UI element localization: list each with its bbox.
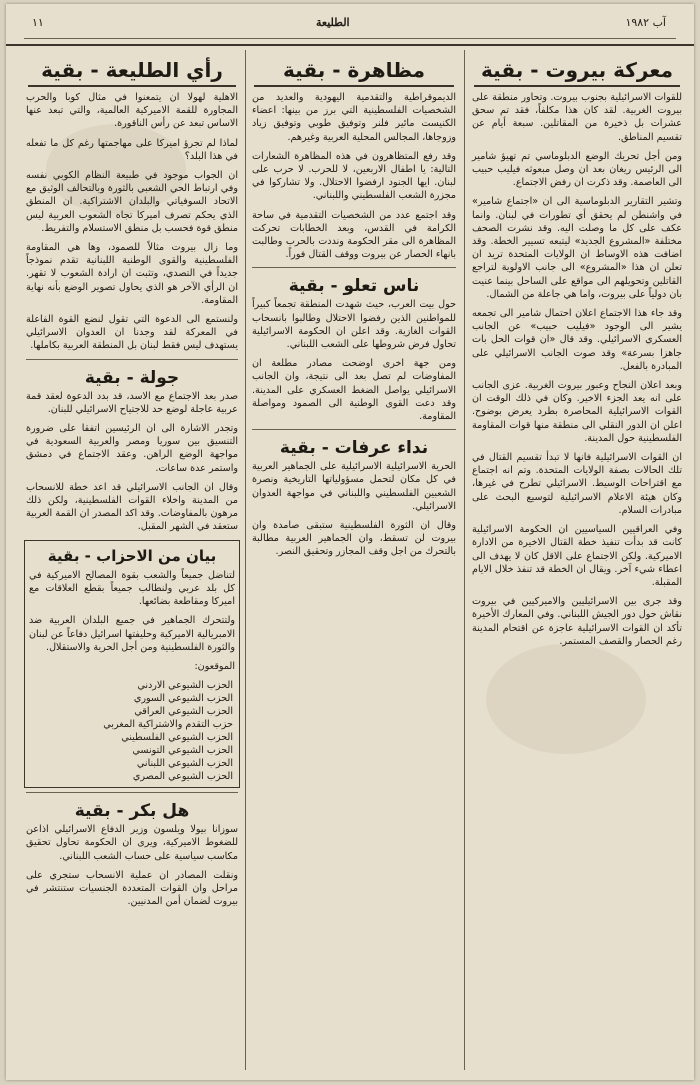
article-headline: نداء عرفات - بقية (279, 438, 429, 459)
paper-name: الطليعة (316, 16, 350, 29)
section-rule (26, 792, 238, 793)
paragraph: ومن جهة اخرى اوضحت مصادر مطلعة ان المفاوضات لم تصل بعد الى نتيجة، وان الجانب الاسرائيلي يواصل الضغط العسكري على المدينة. وقد دعت القوى الوطنية الى الصمود ومواصلة المقاومة. (252, 358, 456, 423)
paragraph: لماذا لم تجرؤ اميركا على مهاجمتها رغم كل ما تفعله في هذا البلد؟ (26, 137, 238, 162)
left-column (22, 50, 242, 1070)
signatory: الحزب الشيوعي الفلسطيني (121, 732, 233, 744)
paragraph: وبعد اعلان النجاح وعبور بيروت الغربية. عزى الجانب على انه يعد الجزء الاخير. وكان في ذلك الوقت ان القوات الاسرائيلية المحاصرة بطرد يعرض بوضوح. اعلن ان الدور النقلي الى منطقة منها قوات المقاومة الفلسطينية حول المدينة. (472, 380, 682, 444)
paragraph: وتشير التقارير الدبلوماسية الى ان «اجتماع شامير» في واشنطن لم يحقق أي تطورات في لبنان. وانما عكف على كل ما وصلت اليه. وقد نشرت الصحف مختلفة «المشروع الجديد» ليتبعه تسيير الخطة. وقد اضافت هذه الاوساط ان الولايات المتحدة تريد ان تعلن ان هذا «المشروع» الى جانب الاولوية لتراجع القاتلين وتحويلهم الى مواقع على الساحل بينما عنيت بان دولياً على بيروت، واما هي جاعلة من الشمال. (472, 196, 682, 300)
column-divider (464, 50, 465, 1070)
paragraph: ونقلت المصادر ان عملية الانسحاب ستجري على مراحل وان القوات المتعددة الجنسيات ستنتشر في بيروت لضمان أمن المدنيين. (26, 869, 238, 908)
headline-rule (28, 85, 236, 87)
signatory: الحزب الشيوعي المصري (132, 771, 233, 783)
paragraph: وما زال بيروت مثالاً للصمود، وها هي المقاومة الفلسطينية والقوى الوطنية اللبنانية تقدم نموذجاً جديداً في التصدي، وتثبت ان ارادة الشعوب لا تقهر. ان الرأي الآخر هو الذي يحاول تصوير الوضع بأنه نهاية المقاومة. (26, 242, 238, 306)
masthead-rule (24, 38, 676, 39)
signatory: الحزب الشيوعي الاردني (137, 680, 233, 692)
headline-rule (254, 85, 454, 87)
masthead (6, 4, 694, 46)
signatories-list (31, 679, 233, 783)
paragraph: لتناضل جميعاً والشعب بقوة المصالح الاميركية في كل بلد عربي ولنطالب جميعاً بقطع العلاقات مع اميركا ومقاطعة بضائعها. (29, 569, 235, 608)
paragraph: وقد جاء هذا الاجتماع اعلان احتمال شامير الى تجمعه يشير الى الوجود «فيليب حبيب» عن الجانب العسكري الاسرائيلي. وقد قال «ان قوات الحل بات جاهزا بسرعة» وقد صوت الجانب الاسرائيلي على المبادرة بالفعل. (472, 308, 682, 372)
paragraph: الحرية الاسرائيلية الاسرائيلية على الجماهير العربية في كل مكان لتحمل مسؤولياتها التاريخية ونصرة الشعبين الفلسطيني واللبناني في مواجهة العدوان الاسرائيلي. (252, 461, 456, 512)
paragraph: الاهلية لهولا ان يتمعنوا في مثال كوبا والحرب المجاورة للقمة الاميركية العالمية، والتي تبعد عنها الاساس تبعد عن رأس الناقورة. (26, 92, 238, 130)
signatory: الحزب الشيوعي التونسي (132, 745, 233, 757)
section-rule (252, 267, 456, 268)
middle-column (248, 50, 460, 1070)
paragraph: سوزانا بيولا ويلسون وزير الدفاع الاسرائيلي اذاعن للضغوط الاميركية، ويرى ان الحكومة تحاول تحقيق مكاسب سياسية على حساب الشعب اللبناني. (26, 824, 238, 862)
paragraph: وقد اجتمع عدد من الشخصيات التقدمية في ساحة الكرامة في القدس، وبعد الخطابات تحركت المظاهرة الى مقر الحكومة ونددت بالحرب وطالبت بانهاء الحصار عن بيروت ووقف القتال فوراً. (252, 209, 456, 261)
newspaper-page (6, 4, 694, 1080)
article-headline: مظاهرة - بقية (283, 58, 425, 82)
paragraph: ان الجواب موجود في طبيعة النظام الكوبي نفسه وفي ارتباط الحي الشعبي بالثورة وبالتحالف الوثيق مع الاتحاد السوفياتي والبلدان الاشتراكية. ان المنطق الذي يحكم تصرف اميركا تجاه الشعوب العربية ليس منطق قوة فحسب بل منطق الاستسلام والتفريط. (26, 170, 238, 234)
right-column (468, 50, 686, 1070)
article-headline: ناس تعلو - بقية (288, 276, 420, 297)
paragraph: وقال ان الجانب الاسرائيلي قد اعد خطة للانسحاب من المدينة واخلاء القوات الفلسطينية، ولكن ذلك مرهون بالمفاوضات. وقد اكد المصدر ان القمة العربية ستعقد في الشهر المقبل. (26, 481, 238, 533)
paragraph: ولتتحرك الجماهير في جميع البلدان العربية ضد الامبريالية الاميركية وحليفتها اسرائيل دفاعاً عن لبنان والثورة الفلسطينية ومن أجل الحرية والاستقلال. (29, 615, 235, 653)
signatory: حزب التقدم والاشتراكية المغربي (103, 719, 233, 731)
paragraph: صدر بعد الاجتماع مع الاسد، قد بدد الدعوة لعقد قمة عربية عاجلة لوضع حد للاجتياح الاسرائيلي للبنان. (26, 390, 238, 415)
paragraph: ان القوات الاسرائيلية فانها لا تبدأ تقسيم القتال في تلك الحالات بصفة الولايات المتحدة. وتم انه اجتماع مع اقتراحات الوسيط. الاسرائيلي تطرح في غيرها، وكان هيئة الاعلام الاسرائيلية لتوسيع البحث على مبادرات السلام. (472, 452, 682, 516)
section-rule (26, 359, 238, 360)
article-body (468, 91, 686, 648)
article-headline: هل بكر - بقية (74, 801, 190, 822)
paragraph: وفي العراقيين السياسيين ان الحكومة الاسرائيلية كانت قد بدأت تنفيذ خطة القتال الاخيرة من الادارة الاميركية. ولكن الاجتماع على الاقل كان لا يهدف الى اعطاء شيء آخر. ويقال ان الخطة قد تنفذ خلال الايام المقبلة. (472, 524, 682, 588)
paragraph: وتجدر الاشارة الى ان الرئيسين اتفقا على ضرورة التنسيق بين سوريا ومصر والعربية السعودية في مواجهة الوضع الراهن. وعقد الاجتماع في دمشق واستمر عدة ساعات. (26, 423, 238, 474)
paragraph: ومن أجل تحريك الوضع الدبلوماسي تم تهيؤ شامير الى الرئيس ريغان بعد ان وصل مبعوثه فيليب حبيب الى العاصمة. وقد ذكرت ان رفض الاجتماع. (472, 150, 682, 189)
page-number: ١١ (32, 16, 44, 29)
parties-statement-box (24, 540, 240, 788)
headline-rule (474, 85, 680, 87)
paragraph: للقوات الاسرائيلية بجنوب بيروت. وتحاور منطقة على بيروت الغربية. لقد كان هذا مكلفاً، فقد تم سحق عشرات بل ذخيرة من المقاتلين. سبعة أيام عن تقسيم المناطق. (472, 92, 682, 143)
signatory: الحزب الشيوعي السوري (133, 693, 233, 705)
article-headline: جولة - بقية (84, 367, 180, 388)
paragraph: الديموقراطية والتقدمية اليهودية والعديد من الشخصيات الفلسطينية التي برز من بينها: اعضاء الكنيست مائير فلنر وتوفيق طوبي وتوفيق زياد وزوجاها، المجالس المحلية العربية وغيرهم. (252, 92, 456, 143)
box-title: بيان من الاحزاب - بقية (47, 546, 217, 565)
signatory: الحزب الشيوعي اللبناني (136, 758, 233, 770)
signatory: الحزب الشيوعي العراقي (134, 706, 233, 718)
paragraph: وقد جرى بين الاسرائيليين والاميركيين في بيروت نقاش حول دور الجيش اللبناني. وفي المعارك الأخيرة تأكد ان القوات الاسرائيلية عاجزة عن اقتحام المدينة رغم الحصار والقصف المستمر. (472, 596, 682, 647)
issue-date: آب ١٩٨٢ (625, 16, 666, 29)
paragraph: حول بيت العرب، حيث شهدت المنطقة تجمعاً كبيراً للمواطنين الذين رفضوا الاحتلال وطالبوا بانسحاب القوات الغازية. وقد اعلن ان الحكومة الاسرائيلية تحاول فرض شروطها على الشعب اللبناني. (252, 299, 456, 351)
article-headline: رأي الطليعة - بقية (41, 58, 223, 82)
article-headline: معركة بيروت - بقية (481, 58, 673, 82)
signatories-intro: الموقعون: (194, 660, 235, 672)
paragraph: وقال ان الثورة الفلسطينية ستبقى صامدة وان بيروت لن تسقط، وان الجماهير العربية مطالبة بالتحرك من اجل وقف المجازر وتحقيق النصر. (252, 520, 456, 558)
paragraph: وقد رفع المتظاهرون في هذه المظاهرة الشعارات التالية: يا اطفال الاربعين، لا للحرب. لا حرب على لبنان. ايها الجنود ارفضوا الاحتلال. ولا تشاركوا في مجزرة الشعب الفلسطيني واللبناني. (252, 150, 456, 202)
paragraph: ولنستمع الى الدعوة التي تقول لنضع القوة الفاعلة في المعركة لقد وجدنا ان العدوان الاسرائيلي يستهدف ليس فقط لبنان بل المنطقة العربية بكاملها. (26, 314, 238, 352)
column-divider (245, 50, 246, 1070)
section-rule (252, 429, 456, 430)
